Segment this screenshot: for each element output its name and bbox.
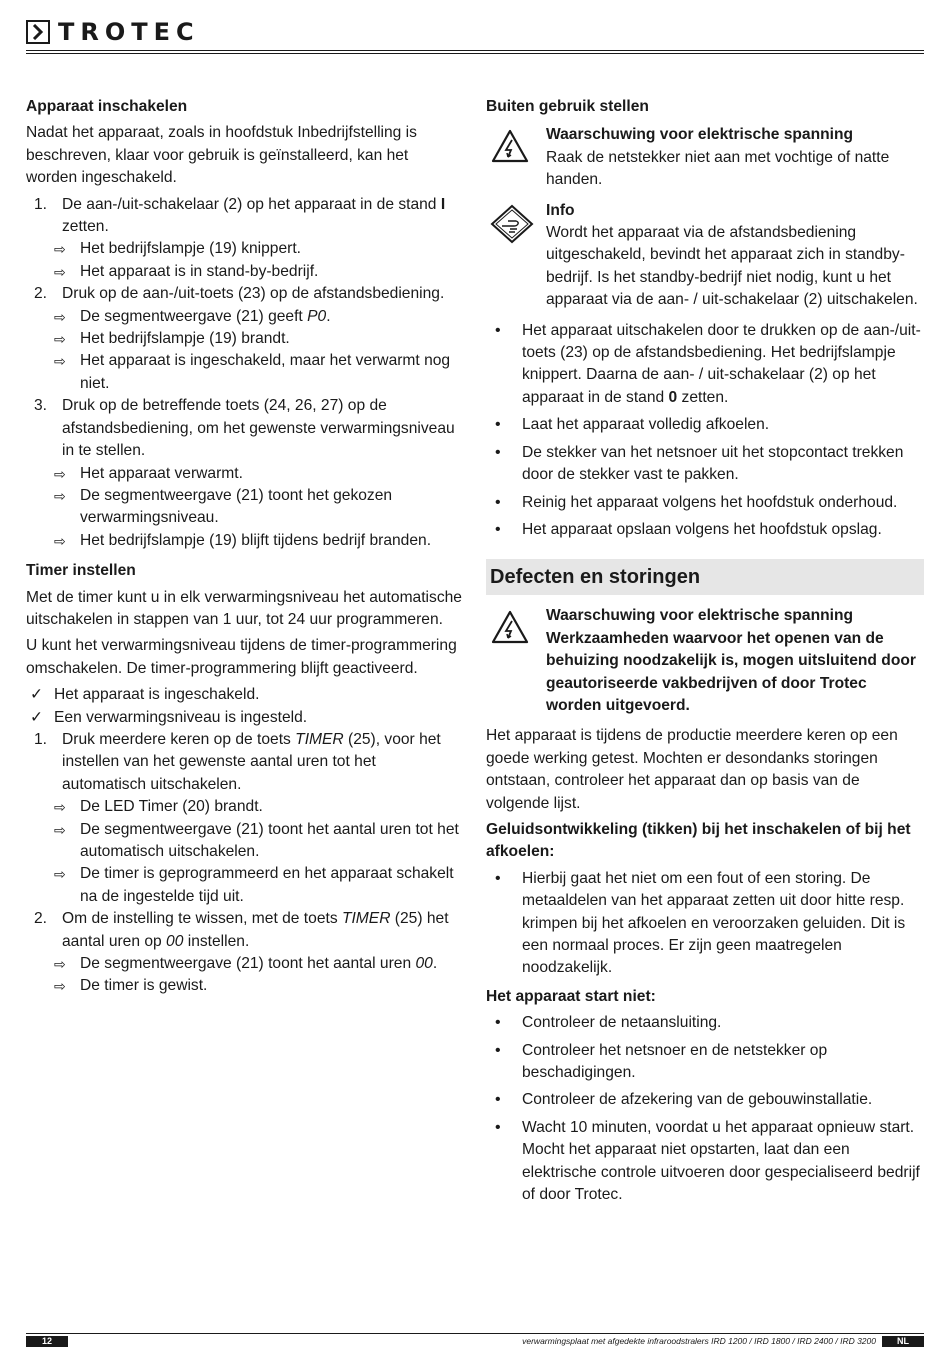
arrow-right-icon: ⇨: [54, 353, 66, 370]
result-item: ⇨ De segmentweergave (21) geeft P0.: [26, 306, 462, 328]
result-item: ⇨ De segmentweergave (21) toont het aantal uren tot het automatisch uitschakelen.: [54, 820, 459, 860]
result-item: ⇨ De timer is gewist.: [26, 975, 462, 997]
result-item: ⇨ Het bedrijfslampje (19) blijft tijdens bedrijf branden.: [26, 530, 462, 552]
bullet-item: • Reinig het apparaat volgens het hoofdstuk onderhoud.: [495, 493, 898, 511]
result-item: ⇨ Het apparaat is in stand-by-bedrijf.: [26, 261, 462, 283]
result-item: ⇨ De LED Timer (20) brandt.: [26, 796, 462, 818]
footer-title: verwarmingsplaat met afgedekte infraroodstralers IRD 1200 / IRD 1800 / IRD 2400 / IRD 3200: [522, 1336, 876, 1346]
bullet-item: • Hierbij gaat het niet om een fout of een storing. De metaaldelen van het apparaat zetten uit door hitte resp. krimpen bij het afkoelen en veroorzaken geluiden. Dit is een normaal proces. Er zijn geen maatregelen noodzakelijk.: [495, 869, 906, 977]
page-number: 12: [26, 1336, 68, 1347]
right-column: [486, 96, 924, 1211]
heading-decommission: Buiten gebruik stellen: [486, 98, 649, 115]
bullet-item: • Controleer de netaansluiting.: [495, 1014, 722, 1032]
arrow-right-icon: ⇨: [54, 465, 66, 482]
paragraph: Nadat het apparaat, zoals in hoofdstuk Inbedrijfstelling is beschreven, klaar voor gebruik is geïnstalleerd, kan het worden ingeschakeld.: [26, 124, 417, 187]
bullet-item: • Het apparaat uitschakelen door te drukken op de aan-/uit-toets (23) op de afstandsbediening. Het bedrijfslampje knippert. Daarna de aan- / uit-schakelaar (2) op het apparaat in de stand 0 zetten.: [495, 321, 921, 406]
checkmark-icon: ✓: [30, 708, 44, 726]
arrow-right-icon: ⇨: [54, 241, 66, 258]
heading-noise: Geluidsontwikkeling (tikken) bij het inschakelen of bij het afkoelen:: [486, 820, 911, 861]
page-header: [26, 18, 924, 54]
brand-name: TROTEC: [58, 18, 200, 46]
bullet-item: • Het apparaat opslaan volgens het hoofdstuk opslag.: [495, 520, 882, 538]
paragraph: U kunt het verwarmingsniveau tijdens de timer-programmering omschakelen. De timer-programmering blijft geactiveerd.: [26, 637, 457, 677]
bullet-item: • De stekker van het netsnoer uit het stopcontact trekken door de stekker vast te pakken.: [495, 443, 904, 484]
left-column: [26, 96, 462, 998]
header-rule: [26, 50, 924, 54]
section-heading: Defecten en storingen: [486, 559, 924, 595]
arrow-right-icon: ⇨: [54, 263, 66, 280]
language-badge: NL: [882, 1336, 924, 1347]
arrow-right-icon: ⇨: [54, 308, 66, 325]
bullet-item: • Controleer de afzekering van de gebouwinstallatie.: [495, 1091, 873, 1109]
step-item: 1. Druk meerdere keren op de toets TIMER (25), voor het instellen van het gewenste aantal uren tot het automatisch uitschakelen.: [34, 730, 441, 793]
result-item: ⇨ De segmentweergave (21) toont het aantal uren 00.: [26, 953, 462, 975]
check-item: ✓ Het apparaat is ingeschakeld.: [26, 684, 462, 706]
arrow-right-icon: ⇨: [54, 331, 66, 348]
result-item: ⇨ De timer is geprogrammeerd en het apparaat schakelt na de ingestelde tijd uit.: [54, 865, 454, 905]
arrow-right-icon: ⇨: [54, 487, 66, 504]
logo-chevron-icon: [26, 20, 50, 44]
arrow-right-icon: ⇨: [54, 821, 66, 838]
arrow-right-icon: ⇨: [54, 956, 66, 973]
result-item: ⇨ De segmentweergave (21) toont het gekozen verwarmingsniveau.: [54, 486, 393, 527]
bullet-item: • Wacht 10 minuten, voordat u het apparaat opnieuw start. Mocht het apparaat niet opstarten, laat dan een elektrische controle uitvoeren door gespecialiseerd bedrijf of door Trotec.: [495, 1118, 920, 1204]
info-hand-icon: [490, 204, 534, 251]
paragraph: Het apparaat is tijdens de productie meerdere keren op een goede werking getest. Mochten er desondanks storingen ontstaan, controleer het apparaat dan op basis van de volgende lijst.: [486, 727, 898, 812]
result-item: ⇨ Het apparaat is ingeschakeld, maar het verwarmt nog niet.: [54, 352, 451, 392]
heading-switch-on: Apparaat inschakelen: [26, 98, 188, 115]
arrow-right-icon: ⇨: [54, 799, 66, 816]
electric-warning-icon: [490, 609, 530, 652]
step-item: 2. Om de instelling te wissen, met de toets TIMER (25) het aantal uren op 00 instellen.: [34, 910, 449, 950]
trotec-logo: [26, 20, 200, 44]
checkmark-icon: ✓: [30, 686, 44, 704]
step-item: 3. Druk op de betreffende toets (24, 26, 27) op de afstandsbediening, om het gewenste verwarmingsniveau in te stellen.: [34, 397, 455, 460]
warning-notice: Waarschuwing voor elektrische spanning Werkzaamheden waarvoor het openen van de behuizing noodzakelijk is, mogen uitsluitend door geautoriseerde vakbedrijven of door Trotec worden uitgevoerd.: [486, 605, 924, 717]
warning-notice: Waarschuwing voor elektrische spanning Raak de netstekker niet aan met vochtige of natte handen.: [486, 124, 924, 191]
heading-timer: Timer instellen: [26, 562, 136, 580]
bullet-item: • Controleer het netsnoer en de netstekker op beschadigingen.: [495, 1041, 828, 1082]
heading-no-start: Het apparaat start niet:: [486, 987, 656, 1005]
step-item: 2. Druk op de aan-/uit-toets (23) op de afstandsbediening.: [34, 285, 445, 303]
arrow-right-icon: ⇨: [54, 978, 66, 995]
arrow-right-icon: ⇨: [54, 532, 66, 549]
arrow-right-icon: ⇨: [54, 866, 66, 883]
paragraph: Met de timer kunt u in elk verwarmingsniveau het automatische uitschakelen in stappen van 1 uur, tot 24 uur programmeren.: [26, 588, 462, 628]
bullet-item: • Laat het apparaat volledig afkoelen.: [495, 416, 770, 434]
check-item: ✓ Een verwarmingsniveau is ingesteld.: [26, 707, 462, 729]
result-item: ⇨ Het apparaat verwarmt.: [26, 463, 462, 485]
page-footer: [26, 1333, 924, 1348]
result-item: ⇨ Het bedrijfslampje (19) knippert.: [26, 238, 462, 260]
step-item: 1. De aan-/uit-schakelaar (2) op het apparaat in de stand I zetten.: [34, 195, 446, 236]
electric-warning-icon: [490, 128, 530, 171]
info-notice: Info Wordt het apparaat via de afstandsbediening uitgeschakeld, bevindt het apparaat zich in standby-bedrijf. Is het standby-bedrijf niet nodig, kunt u het apparaat via de aan- / uit-schakelaar (2) uitschakelen.: [486, 200, 924, 312]
result-item: ⇨ Het bedrijfslampje (19) brandt.: [26, 328, 462, 350]
